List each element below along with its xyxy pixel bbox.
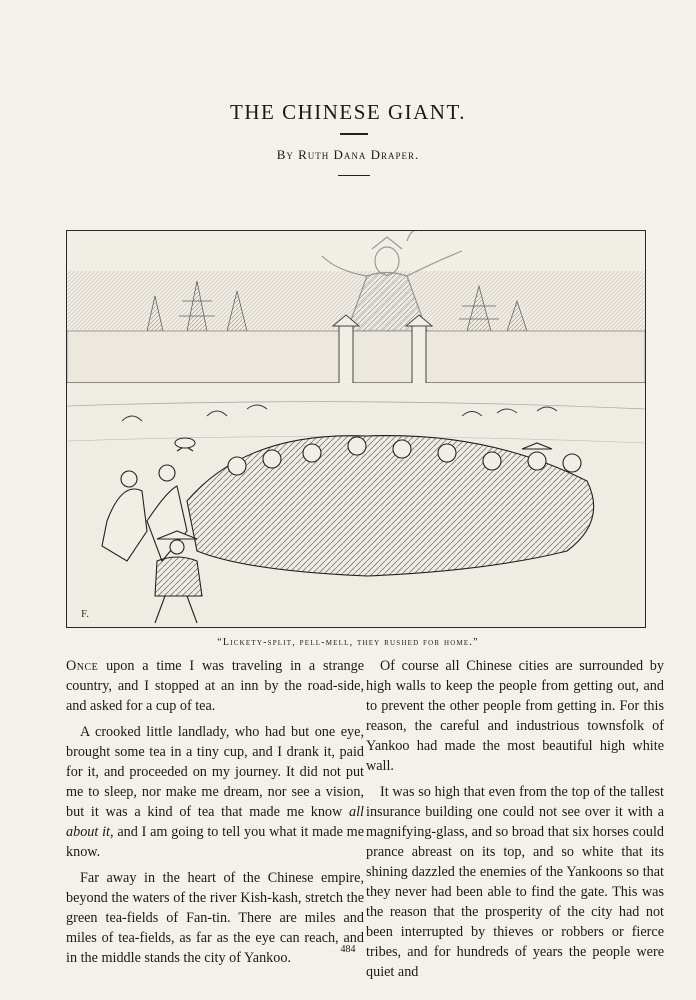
right-column <box>366 656 664 988</box>
illustration <box>66 230 646 628</box>
flying-hat <box>175 438 195 448</box>
paragraph-text: , and I am going to tell you what it made me know. <box>66 824 364 860</box>
paragraph <box>66 722 364 862</box>
paragraph: Far away in the heart of the Chinese empire, beyond the waters of the river Kish-kash, stretch the green tea-fields of Fan-tin. There are miles and miles of tea-fields, as far as the eye can reach, and in the middle stands the city of Yankoo. <box>66 870 364 966</box>
drop-lead: Once <box>66 658 99 674</box>
title-rule <box>340 133 368 135</box>
paragraph: Of course all Chinese cities are surrounded by high walls to keep the people from getting out, and to prevent the other people from getting in. For this reason, the careful and industrious townsfolk of Yankoo had made the most beautiful high white wall. <box>366 658 664 774</box>
paragraph-text: upon a time I was traveling in a strange country, and I stopped at an inn by the road-side, and asked for a cup of tea. <box>66 658 364 714</box>
page-number: 484 <box>340 944 356 955</box>
paragraph-text: A crooked little landlady, who had but one eye, brought some tea in a tiny cup, and I drank it, paid for it, and proceeded on my journey. It did not put me to sleep, nor make me dream, nor see a vision, but it was a kind of tea that made me know <box>66 724 364 820</box>
italic-phrase: all about it <box>66 804 364 840</box>
left-column <box>66 656 364 974</box>
illustration-drawing <box>67 231 645 627</box>
paragraph: It was so high that even from the top of the tallest insurance building one could not see over it with a magnifying-glass, and so broad that six horses could prance abreast on its top, and so white that its shining dazzled the enemies of the Yankoons so that they never had been able to find the gate. This was the reason that the prosperity of the city had not been interrupted by thieves or robbers or fierce tribes, and for hundreds of years the people were quiet and <box>366 784 664 980</box>
illustration-caption: “Lickety-split, pell-mell, they rushed for home.” <box>217 637 479 648</box>
byline-rule <box>338 175 370 176</box>
article-title: THE CHINESE GIANT. <box>230 100 466 124</box>
article-byline: By Ruth Dana Draper. <box>276 147 420 162</box>
artist-signature: F. <box>81 608 89 620</box>
paragraph <box>66 656 364 716</box>
